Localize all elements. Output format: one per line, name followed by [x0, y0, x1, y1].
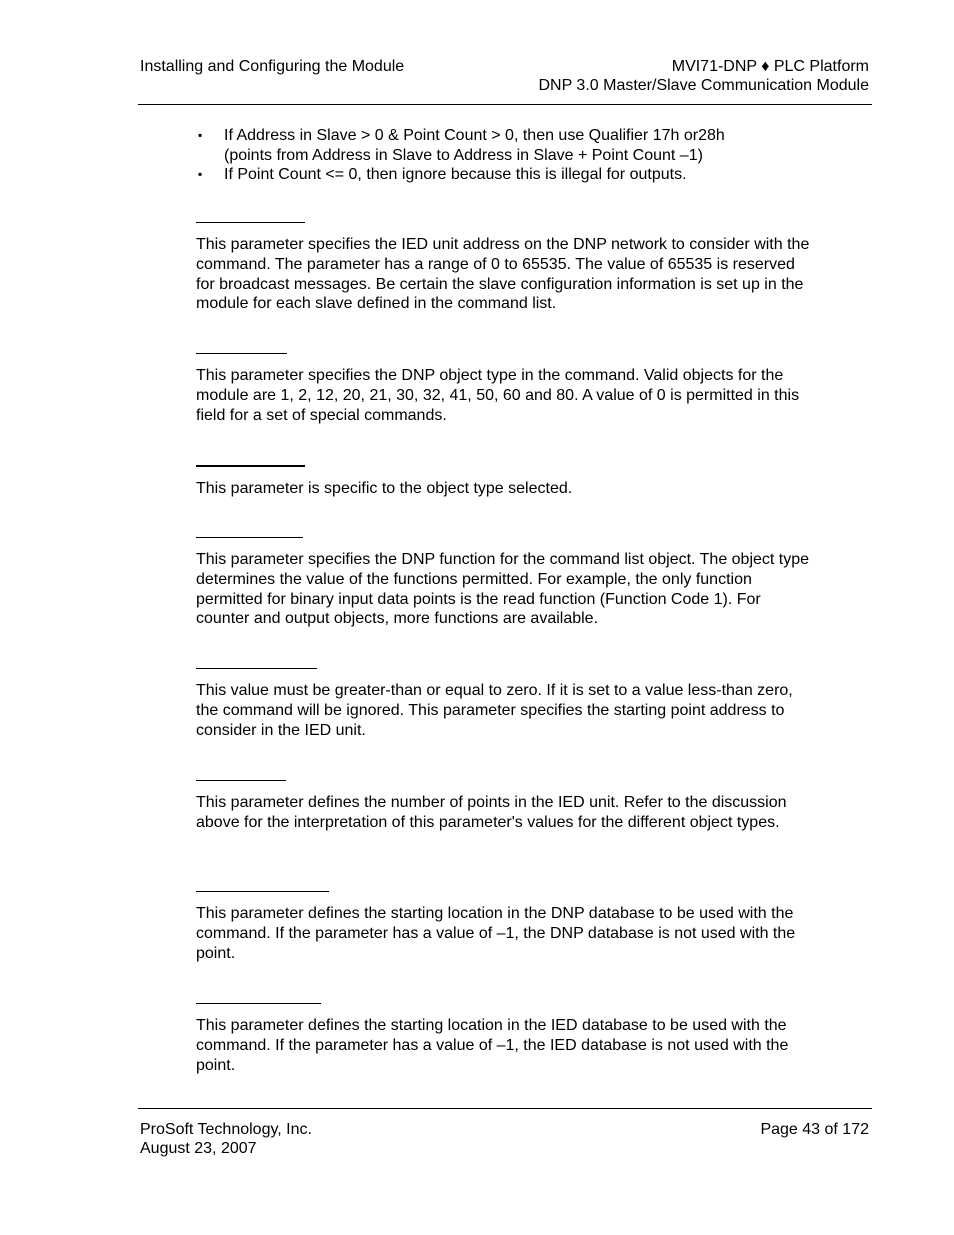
- parameter-section-function: [196, 537, 816, 629]
- section-heading-rule: [196, 780, 286, 781]
- parameter-section-object: [196, 353, 816, 425]
- header-module-title: DNP 3.0 Master/Slave Communication Module: [538, 77, 869, 94]
- bullet-item: [196, 165, 836, 185]
- parameter-section-point-count: [196, 780, 816, 833]
- header-divider: [138, 104, 872, 105]
- footer-left: [140, 1120, 312, 1158]
- header-product-line: MVI71-DNP ♦ PLC Platform: [671, 58, 869, 75]
- footer-divider: [138, 1108, 872, 1109]
- page-number: Page 43 of 172: [760, 1121, 869, 1138]
- section-heading-rule: [196, 537, 303, 538]
- parameter-section-variation: [196, 465, 816, 499]
- footer-company: ProSoft Technology, Inc.: [140, 1121, 312, 1138]
- running-header-right: [538, 57, 869, 95]
- section-heading-rule: [196, 1003, 321, 1004]
- section-heading-rule: [196, 668, 317, 669]
- bullet-marker: ▪: [198, 167, 203, 181]
- section-description: This parameter specifies the IED unit address on the DNP network to consider with the command. The parameter has a range of 0 to 65535. The value of 65535 is reserved for broadcast messages. Be certain the slave configuration information is set up in the module for each slave defined in the command list.: [196, 236, 810, 313]
- bullet-list: [196, 126, 836, 185]
- footer-date: August 23, 2007: [140, 1140, 257, 1157]
- section-description: This parameter defines the starting location in the DNP database to be used with the command. If the parameter has a value of –1, the DNP database is not used with the point.: [196, 905, 796, 962]
- parameter-section-dnp-db-address: [196, 891, 816, 963]
- parameter-section-ied-db-address: [196, 1003, 816, 1075]
- parameter-section-slave-address: [196, 222, 816, 314]
- section-description: This parameter specifies the DNP object type in the command. Valid objects for the module are 1, 2, 12, 20, 21, 30, 32, 41, 50, 60 and 80. A value of 0 is permitted in this field for a set of special commands.: [196, 367, 800, 424]
- section-heading-rule: [196, 465, 305, 467]
- section-description: This parameter defines the number of points in the IED unit. Refer to the discussion above for the interpretation of this parameter's values for the different object types.: [196, 794, 787, 831]
- section-description: This value must be greater-than or equal to zero. If it is set to a value less-than zero, the command will be ignored. This parameter specifies the starting point address to consider in the IED unit.: [196, 682, 793, 739]
- section-heading-rule: [196, 222, 305, 223]
- bullet-marker: ▪: [198, 128, 203, 142]
- section-description: This parameter is specific to the object type selected.: [196, 480, 573, 497]
- bullet-text-line: If Point Count <= 0, then ignore because this is illegal for outputs.: [224, 166, 687, 183]
- parameter-section-address-in-slave: [196, 668, 816, 740]
- section-heading-rule: [196, 891, 329, 892]
- section-description: This parameter defines the starting location in the IED database to be used with the command. If the parameter has a value of –1, the IED database is not used with the point.: [196, 1017, 789, 1074]
- bullet-item: [196, 126, 836, 165]
- section-description: This parameter specifies the DNP function for the command list object. The object type determines the value of the functions permitted. For example, the only function permitted for binary input data points is the read function (Function Code 1). For counter and output objects, more functions are available.: [196, 551, 810, 628]
- section-heading-rule: [196, 353, 287, 354]
- running-header-left: Installing and Configuring the Module: [140, 58, 405, 75]
- bullet-text-line: (points from Address in Slave to Address in Slave + Point Count –1): [224, 146, 703, 164]
- bullet-text-line: If Address in Slave > 0 & Point Count > 0, then use Qualifier 17h or28h: [224, 127, 725, 144]
